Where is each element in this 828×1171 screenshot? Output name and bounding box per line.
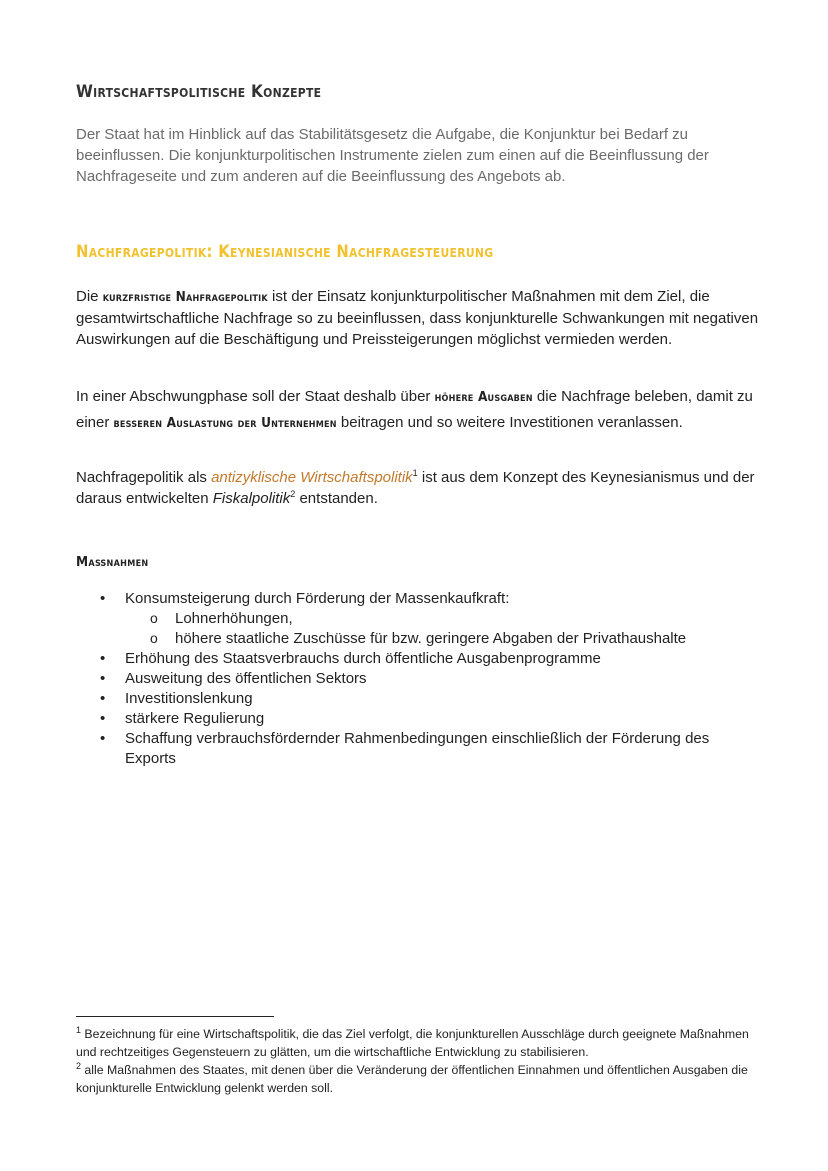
list-item (100, 589, 760, 649)
list-item (100, 729, 760, 769)
footnote-ref-1[interactable]: 1 (412, 468, 418, 478)
section-heading: Wirtschaftspolitische Konzepte (76, 82, 322, 102)
paragraph-downturn (76, 384, 766, 436)
list-item (100, 649, 760, 669)
link-anticyclical-policy[interactable]: antizyklische Wirtschaftspolitik (211, 469, 413, 486)
term-fiscal-policy: Fiskalpolitik (212, 490, 291, 507)
sub-list (125, 609, 760, 649)
footnote-2 (76, 1061, 766, 1097)
footnote-ref-2[interactable]: 2 (290, 489, 296, 499)
measure-subsidies: höhere staatliche Zuschüsse für bzw. geringere Abgaben der Privathaushalte (175, 630, 687, 647)
footnote-1 (76, 1025, 766, 1061)
footnote-text-2: alle Maßnahmen des Staates, mit denen über die Veränderung der öffentlichen Einnahmen und öffentlichen Ausgaben die konjunkturelle Entwicklung gelenkt werden soll. (76, 1063, 748, 1095)
p3-text-a: Nachfragepolitik als (76, 469, 212, 486)
measure-state-consumption: Erhöhung des Staatsverbrauchs durch öffentliche Ausgabenprogramme (125, 650, 601, 667)
measure-regulation: stärkere Regulierung (125, 710, 265, 727)
measure-framework: Schaffung verbrauchsfördernder Rahmenbedingungen einschließlich der Förderung des Exports (125, 730, 710, 767)
measures-heading: Maßnahmen (76, 554, 149, 570)
list-item (100, 709, 760, 729)
p2-text-c: beitragen und so weitere Investitionen veranlassen. (336, 414, 683, 431)
paragraph-short-term-policy (76, 286, 766, 350)
list-item (100, 669, 760, 689)
measure-wage-increases: Lohnerhöhungen, (175, 610, 293, 627)
intro-paragraph: Der Staat hat im Hinblick auf das Stabilitätsgesetz die Aufgabe, die Konjunktur bei Bedarf zu beeinflussen. Die konjunkturpolitischen Instrumente zielen zum einen auf die Beeinflussung der Nachfrageseite und zum anderen auf die Beeinflussung des Angebots ab. (76, 126, 709, 185)
keyword-better-utilization: besseren Auslastung der Unternehmen (113, 415, 337, 431)
p1-text-b: ist der Einsatz konjunkturpolitischer Maßnahmen mit dem Ziel, die gesamtwirtschaftliche Nachfrage so zu beeinflussen, dass konjunkturelle Schwankungen mit negativen Auswirkungen auf die Beschäftigung und Preissteigerungen möglichst vermieden werden. (76, 288, 759, 348)
footnotes (76, 1025, 766, 1097)
sub-list-item (150, 609, 760, 629)
footnote-number-1: 1 (76, 1024, 82, 1035)
p1-text-a: Die (76, 288, 103, 305)
measure-consumption: Konsumsteigerung durch Förderung der Massenkaufkraft: (125, 590, 510, 607)
p3-text-b: ist aus dem Konzept des Keynesianismus und der daraus entwickelten (76, 469, 755, 507)
paragraph-keynesianism (76, 467, 766, 509)
p2-text-a: In einer Abschwungphase soll der Staat deshalb über (76, 388, 435, 405)
footnote-text-1: Bezeichnung für eine Wirtschaftspolitik, die das Ziel verfolgt, die konjunkturellen Ausschläge durch geeignete Maßnahmen und rechtzeitiges Gegensteuern zu glätten, um die wirtschaftliche Entwicklung zu stabilisieren. (76, 1027, 749, 1059)
measures-list (100, 589, 760, 769)
measure-public-sector: Ausweitung des öffentlichen Sektors (125, 670, 367, 687)
footnote-divider (76, 1016, 274, 1017)
footnote-number-2: 2 (76, 1060, 82, 1071)
sub-list-item (150, 629, 760, 649)
p3-text-c: entstanden. (295, 490, 378, 507)
measure-investment-steering: Investitionslenkung (125, 690, 253, 707)
keyword-short-term-demand-policy: kurzfristige Nahfragepolitik (102, 289, 268, 305)
p2-text-b: die Nachfrage beleben, damit zu einer (76, 388, 753, 431)
keyword-higher-spending: höhere Ausgaben (434, 389, 533, 405)
subsection-heading: Nachfragepolitik: Keynesianische Nachfragesteuerung (76, 242, 494, 261)
list-item (100, 689, 760, 709)
